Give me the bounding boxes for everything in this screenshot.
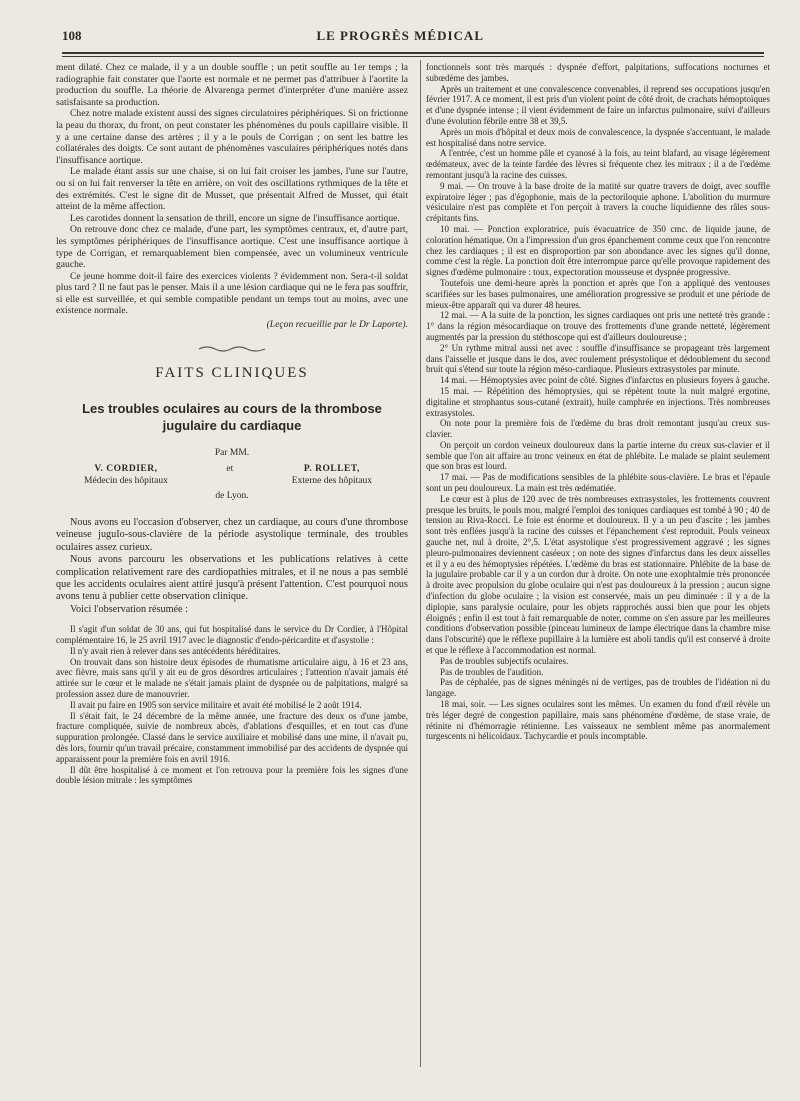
paragraph: Après un traitement et une convalescence convenables, il reprend ses occupations jusqu'en février 1917. A ce moment, il est pris d'un violent point de côté droit, de crachats hémoptoïques et d'une dyspnée intense ; il vient évidemment de faire un infarctus pulmonaire, suivi d'ailleurs d'une évolution fébrile entre 38 et 39,5. <box>426 83 770 126</box>
paragraph: 10 mai. — Ponction exploratrice, puis évacuatrice de 350 cmc. de liquide jaune, de coloration hématique. On a l'impression d'un gros épanchement comme ceux que l'on rencontre chez les cardiaques ; il est en disproportion par son abondance avec les signes qu'il donne, comme c'est la règle. La ponction doit être interrompue parce qu'elle provoque rapidement des signes d'œdème pulmonaire : toux, expectoration mousseuse et dyspnée progressive. <box>426 223 770 278</box>
paragraph: Pas de céphalée, pas de signes méningés ni de vertiges, pas de troubles de l'idéation ni du langage. <box>426 677 770 699</box>
left-continuation <box>56 62 408 331</box>
byline: Par MM. <box>214 447 250 458</box>
paragraph: Il n'y avait rien à relever dans ses antécédents héréditaires. <box>70 645 281 656</box>
paragraph: 9 mai. — On trouve à la base droite de la matité sur quatre travers de doigt, avec souffle expiratoire léger ; pas d'égophonie, mais de la pectoriloquie aphone. L'abolition du murmure vésiculaire n'est pas complète et l'on perçoit à travers la couche liquidienne des râles sous-crépitants fins. <box>426 180 770 224</box>
authors <box>56 463 408 487</box>
paragraph: Le malade étant assis sur une chaise, si on lui fait croiser les jambes, l'une sur l'autre, ou si on lui fait renverser la tête en arrière, on voit des oscillations rythmiques de la tête et des extrémités. C'est le signe dit de Musset, que présentait Alfred de Musset, qui était atteint de la même affection. <box>56 166 408 213</box>
author-cordier <box>84 463 168 487</box>
paragraph: fonctionnels sont très marqués : dyspnée d'effort, palpitations, suffocations nocturnes et subœdème des jambes. <box>426 62 770 83</box>
lesson-attribution: (Leçon recueillie par le Dr Laporte). <box>266 319 408 331</box>
paragraph: 15 mai. — Répétition des hémoptysies, qui se répètent toute la nuit malgré ergotine, digitaline et strophantus sous-cutané (extrait), huile camphrée en injections. Très nombreuses extrasystoles. <box>426 385 770 418</box>
author-role: Médecin des hôpitaux <box>84 476 168 487</box>
paragraph: 17 mai. — Pas de modifications sensibles de la phlébite sous-clavière. Le bras et l'épaule sont un peu douloureux. La main est très œdématiée. <box>426 472 770 494</box>
paragraph: Toutefois une demi-heure après la ponction et après que l'on a appliqué des ventouses scarifiées sur les bases pulmonaires, une amélioration progressive se produit et une période de mieux-être apparaît qui va durer 48 heures. <box>426 277 770 310</box>
paragraph: Ce jeune homme doit-il faire des exercices violents ? évidemment non. Sera-t-il soldat plus tard ? Il ne faut pas le penser. Mais il a une lésion cardiaque qui ne le fera pas souffrir, si elle est surveillée, et qui semble compatible pendant un temps tout au moins, avec une existence normale. <box>56 270 408 317</box>
paragraph: Il dût être hospitalisé à ce moment et l'on retrouva pour la première fois les signes d'une double lésion mitrale : les symptômes <box>56 764 408 786</box>
paragraph: ment dilaté. Chez ce malade, il y a un double souffle ; un petit souffle au 1er temps ; la radiographie fait constater que l'aorte est normale et ne permet pas d'attribuer à l'aortite la production du souffle. La théorie de Alvarenga permet d'interpréter d'une manière assez satisfaisante sa production. <box>56 62 408 108</box>
paragraph: 18 mai, soir. — Les signes oculaires sont les mêmes. Un examen du fond d'œil révèle un très léger degré de congestion papillaire, mais sans phénomène d'œdème, de stase vraie, de rétinite ni d'hémorragie rétinienne. Les vaisseaux ne semblent même pas anormalement turgescents ni hélicoïdaux. Tachycardie et pouls incomptable. <box>426 699 770 742</box>
paragraph: Chez notre malade existent aussi des signes circulatoires périphériques. Si on frictionne la peau du thorax, du front, on peut constater les phénomènes du pouls capillaire visible. Il y a une certaine danse des artères ; il y a le pouls de Corrigan ; on sent les battre les collatérales des doigts. Ce sont autant de phénomènes vasculaires périphériques notés dans l'insuffisance aortique. <box>56 108 408 166</box>
paragraph: Il s'agit d'un soldat de 30 ans, qui fut hospitalisé dans le service du Dr Cordier, à l'Hôpital complémentaire 16, le 25 avril 1917 avec le diagnostic d'endo-péricardite et d'asystolie : <box>56 624 408 646</box>
paragraph: Nous avons eu l'occasion d'observer, chez un cardiaque, au cours d'une thrombose veineuse juguIo-sous-clavière de la période asystolique terminale, des troubles oculaires assez curieux. <box>56 517 408 553</box>
header-rule <box>62 52 764 57</box>
left-column <box>56 62 408 786</box>
author-location: de Lyon. <box>215 491 249 502</box>
author-name: P. ROLLET, <box>303 464 360 475</box>
ornament-divider <box>56 345 408 357</box>
paragraph: Les carotides donnent la sensation de thrill, encore un signe de l'insuffisance aortique. <box>70 212 400 224</box>
paragraph: Voici l'observation résumée : <box>70 603 188 615</box>
paragraph: Pas de troubles subjectifs oculaires. <box>440 655 569 666</box>
paragraph: On trouvait dans son histoire deux épisodes de rhumatisme articulaire aigu, à 16 et 23 ans, avec fièvre, mais sans qu'il y ait eu de gros désordres articulaires ; l'attention n'avait jamais été attirée sur le cœur et le malade ne s'était jamais plaint de dyspnée ou de palpitations, malgré sa profession assez dure de manouvrier. <box>56 656 408 700</box>
paragraph: Il s'était fait, le 24 décembre de la même année, une fracture des deux os d'une jambe, fracture compliquée, suivie de nombreux abcès, d'ablations d'esquilles, et en tout cas d'une suppuration prolongée. Classé dans le service auxiliaire et mobilisé dans une mine, il n'avait pu, dès lors, fournir qu'un travail précaire, constamment immobilisé par des accidents de dyspnée qui apparaissent pour la première fois en avril 1916. <box>56 710 408 764</box>
paragraph: Le cœur est à plus de 120 avec de très nombreuses extrasystoles, les frottements couvrent presque les bruits, le pouls mou, malgré l'emploi des toniques cardiaques est tombé à 90 ; 40 de tension au Riva-Rocci. Le foie est énorme et douloureux. Il y a un peu d'ascite ; les jambes sont très enflées jusqu'à la racine des cuisses et l'épanchement s'est reproduit. Pouls veineux gauche net, nul à droite, 2°,5. L'état asystolique s'est progressivement aggravé ; les signes pleuro-pulmonaires deviennent caséeux ; on note des signes d'infarctus dans les deux aisselles et il y a eu des hémoptysies répétées. L'œdème du bras est stationnaire. Phlébite de la base de la jugulaire probable car il y a un cordon dur à droite. On note une exophtalmie très prononcée à droite avec propulsion du globe oculaire qui n'est pas douloureux à la pression ; aucun signe d'infection du globe oculaire ; la vision est conservée, mais un peu diminuée : il y a de la diplopie, sans paralysie oculaire, pour les objets rapprochés aussi bien que pour les objets éloignés ; enfin il est tout à fait remarquable de noter, comme on s'en assure par les meilleures conditions d'observation possible (pinceau lumineux de lampe électrique dans la chambre mise dans l'obscurité) que le réflexe pupillaire à la lumière est aboli tandis qu'il est conservé à droite et que le réflexe à l'accommodation est normal. <box>426 493 770 656</box>
page-header <box>62 28 764 50</box>
paragraph: On note pour la première fois de l'œdème du bras droit remontant jusqu'au creux sus-clavier. <box>426 418 770 440</box>
author-role: Externe des hôpitaux <box>291 476 372 487</box>
ornament-icon <box>197 345 267 353</box>
paragraph: A l'entrée, c'est un homme pâle et cyanosé à la fois, au teint blafard, au visage légèrement œdémateux, avec de la teinte fardée des lèvres si fréquente chez les mitraux ; il a de l'œdème remontant jusqu'à la racine des cuisses. <box>426 148 770 180</box>
paragraph: Après un mois d'hôpital et deux mois de convalescence, la dyspnée s'accentuant, le malade est hospitalisé dans notre service. <box>426 126 770 148</box>
paragraph: Il avait pu faire en 1905 son service militaire et avait été mobilisé le 2 août 1914. <box>70 699 362 710</box>
right-column <box>426 62 770 742</box>
paragraph: 12 mai. — A la suite de la ponction, les signes cardiaques ont pris une netteté très grande : 1° dans la région mésocardiaque on trouve des frottements d'une grande netteté, légèrement augmentés par la pression du stéthoscope qui est d'ailleurs douloureuse ; <box>426 310 770 342</box>
paragraph: On retrouve donc chez ce malade, d'une part, les symptômes centraux, et, d'autre part, les symptômes périphériques de l'insuffisance aortique. C'est une insuffisance aortique à type de Corrigan, et remarquablement bien compensée, avec un volumineux ventricule gauche. <box>56 224 408 271</box>
observation-text <box>56 624 408 786</box>
journal-title: LE PROGRÈS MÉDICAL <box>316 28 484 43</box>
article-title: Les troubles oculaires au cours de la thrombose jugulaire du cardiaque <box>82 400 382 433</box>
author-name: V. CORDIER, <box>94 464 158 475</box>
author-rollet <box>292 463 372 487</box>
author-conjunction: et <box>226 464 234 475</box>
paragraph: 2° Un rythme mitral aussi net avec : souffle d'insuffisance se propageant très largement dans l'aisselle et jusque dans le dos, avec roulement présystolique et dédoublement du second bruit qui s'étend sur toute la région méso-cardiaque. Plusieurs extrasystoles par minute. <box>426 342 770 375</box>
paragraph: Nous avons parcouru les observations et les publications relatives à cette complication relativement rare des cardiopathies mitrales, et il ne nous a pas semblé que les accidents oculaires aient attiré jusqu'à présent l'attention. C'est pourquoi nous avons tenu à publier cette observation clinique. <box>56 554 408 603</box>
page-number: 108 <box>62 28 82 43</box>
paragraph: On perçoit un cordon veineux douloureux dans la partie interne du creux sus-clavier et il semble que l'on ait affaire au tronc veineux en état de phlébite. Le malade se plaint seulement que son bras est lourd. <box>426 439 770 472</box>
paragraph: 14 mai. — Hémoptysies avec point de côté. Signes d'infarctus en plusieurs foyers à gauche. <box>440 375 770 386</box>
paragraph: Pas de troubles de l'audition. <box>440 666 544 677</box>
section-title: FAITS CLINIQUES <box>155 365 309 382</box>
article-intro <box>56 517 408 616</box>
column-divider <box>420 60 421 1067</box>
